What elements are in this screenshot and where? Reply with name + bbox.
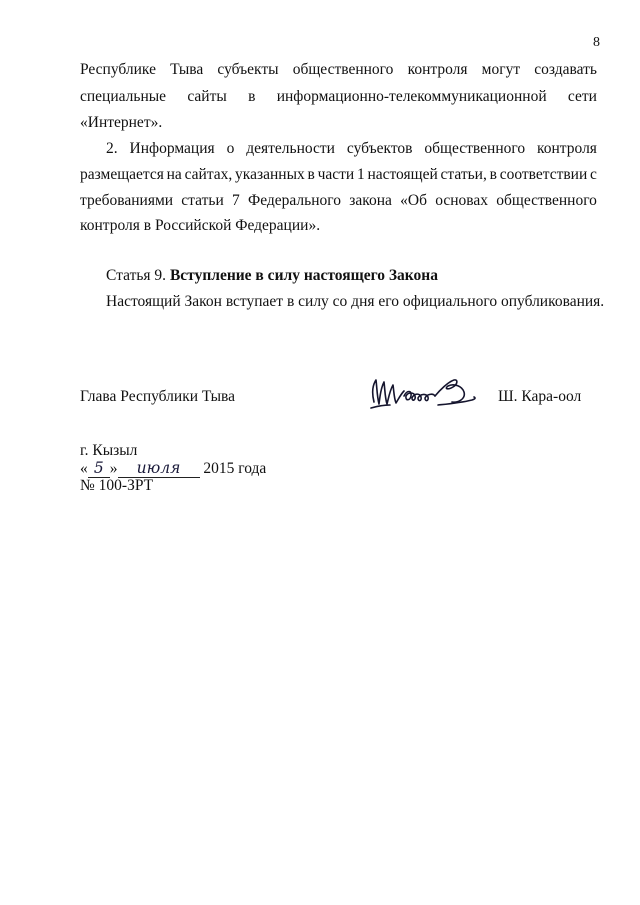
- word: закона: [349, 192, 392, 209]
- article9-title: Вступление в силу настоящего Закона: [169, 267, 438, 284]
- article9-text: Настоящий Закон вступает в силу со дня его официального опубликования.: [106, 293, 605, 310]
- word: части: [317, 166, 355, 183]
- word: указанных: [235, 166, 305, 183]
- paragraph1-line1: [80, 60, 597, 80]
- word: статьи: [181, 192, 224, 209]
- word: Тыва: [170, 61, 204, 78]
- word: могут: [481, 61, 521, 78]
- word: статьи,: [440, 166, 487, 183]
- word: контроля: [407, 61, 468, 78]
- word: контроля: [537, 140, 597, 157]
- word: размещается: [80, 166, 164, 183]
- page-number: 8: [593, 35, 600, 50]
- date-month: июля: [118, 459, 200, 478]
- paragraph2-line1: [106, 139, 597, 159]
- word: Федерального: [247, 192, 341, 209]
- handwritten-signature: [368, 372, 483, 416]
- word: о: [226, 140, 235, 157]
- signature-block: [80, 384, 600, 418]
- word: требованиями: [80, 192, 174, 209]
- word: создавать: [534, 61, 597, 78]
- word: сайты: [187, 88, 227, 105]
- position-title: Глава Республики Тыва: [80, 388, 236, 405]
- word: субъектов: [346, 140, 413, 157]
- paragraph2-line4: контроля в Российской Федерации».: [80, 217, 321, 234]
- word: субъекты: [217, 61, 279, 78]
- word: основах: [435, 192, 489, 209]
- word: «Об: [400, 192, 427, 209]
- word: деятельности: [246, 140, 335, 157]
- word: Республике: [80, 61, 156, 78]
- word: общественного: [292, 61, 394, 78]
- date-close-quote: »: [109, 460, 118, 477]
- word: сети: [567, 88, 597, 105]
- paragraph2-line2: [80, 165, 597, 185]
- word: в: [489, 166, 497, 183]
- signer-name: Ш. Кара-оол: [498, 388, 582, 405]
- word: в: [248, 88, 256, 105]
- paragraph1-line2: [80, 87, 597, 107]
- article9-heading: [106, 266, 597, 286]
- word: 2.: [106, 140, 118, 157]
- word: в: [307, 166, 315, 183]
- paragraph2-line3: [80, 191, 597, 211]
- word: общественного: [424, 140, 526, 157]
- word: с: [590, 166, 597, 183]
- word: информационно-телекоммуникационной: [276, 88, 547, 105]
- law-number: № 100-ЗРТ: [80, 477, 154, 494]
- date-year: 2015 года: [203, 460, 267, 477]
- date-open-quote: «: [80, 460, 88, 477]
- word: настоящей: [367, 166, 438, 183]
- date-day: 5: [88, 459, 110, 478]
- word: на: [166, 166, 182, 183]
- paragraph1-line3: «Интернет».: [80, 114, 163, 131]
- word: 1: [356, 166, 365, 183]
- word: 7: [231, 192, 240, 209]
- word: общественного: [496, 192, 597, 209]
- article9-number: Статья 9.: [106, 267, 167, 284]
- word: сайтах,: [184, 166, 233, 183]
- place: г. Кызыл: [80, 442, 138, 459]
- word: Информация: [129, 140, 215, 157]
- word: специальные: [80, 88, 167, 105]
- word: соответствии: [499, 166, 588, 183]
